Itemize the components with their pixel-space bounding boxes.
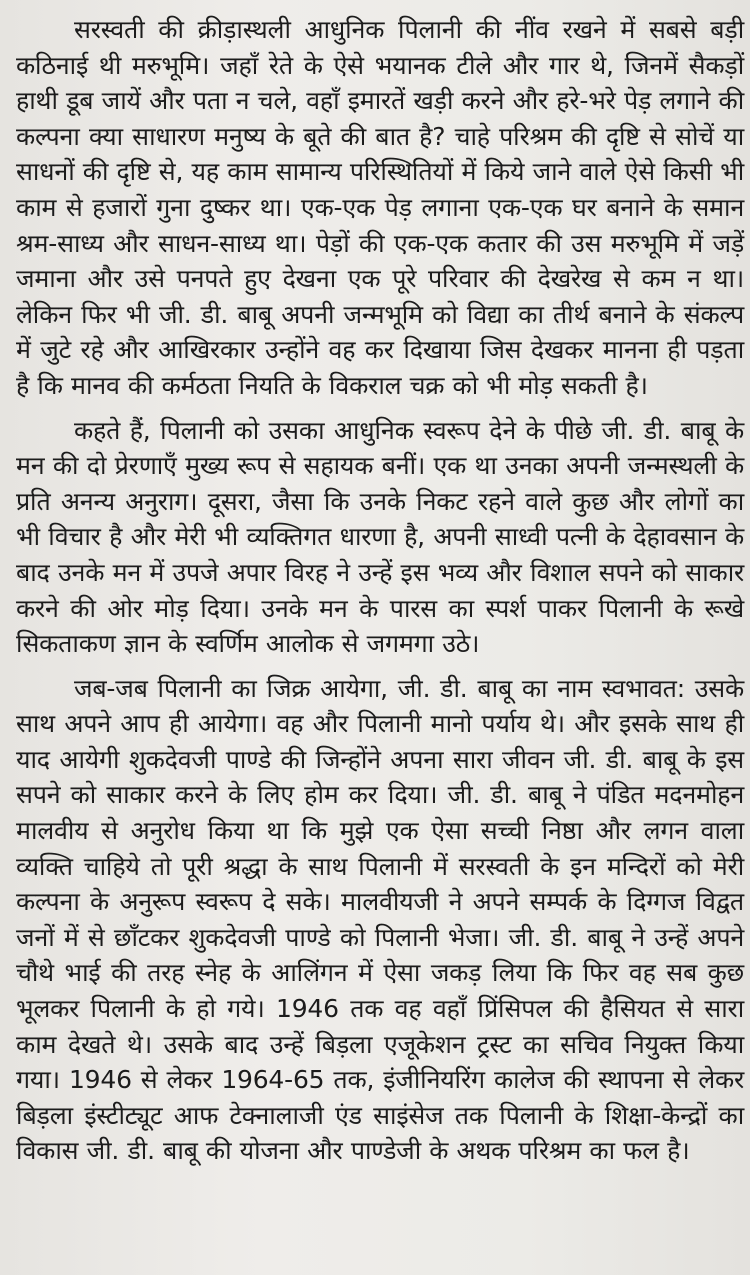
paragraph-2: कहते हैं, पिलानी को उसका आधुनिक स्वरूप देने के पीछे जी. डी. बाबू के मन की दो प्रेरणाएँ मुख्य रूप से सहायक बनीं। एक था उनका अपनी जन्मस्थली के प्रति अनन्य अनुराग। दूसरा, जैसा कि उनके निकट रहने वाले कुछ और लोगों का भी विचार है और मेरी भी व्यक्तिगत धारणा है, अपनी साध्वी पत्नी के देहावसान के बाद उनके मन में उपजे अपार विरह ने उन्हें इस भव्य और विशाल सपने को साकार करने की ओर मोड़ दिया। उनके मन के पारस का स्पर्श पाकर पिलानी के रूखे सिकताकण ज्ञान के स्वर्णिम आलोक से जगमगा उठे। [16,415,744,659]
paragraph-1: सरस्वती की क्रीड़ास्थली आधुनिक पिलानी की नींव रखने में सबसे बड़ी कठिनाई थी मरुभूमि। जहाँ रेते के ऐसे भयानक टीले और गार थे, जिनमें सैकड़ों हाथी डूब जायें और पता न चले, वहाँ इमारतें खड़ी करने और हरे-भरे पेड़ लगाने की कल्पना क्या साधारण मनुष्य के बूते की बात है? चाहे परिश्रम की दृष्टि से सोचें या साधनों की दृष्टि से, यह काम सामान्य परिस्थितियों में किये जाने वाले ऐसे किसी भी काम से हजारों गुना दुष्कर था। एक-एक पेड़ लगाना एक-एक घर बनाने के समान श्रम-साध्य और साधन-साध्य था। पेड़ों की एक-एक कतार की उस मरुभूमि में जड़ें जमाना और उसे पनपते हुए देखना एक पूरे परिवार की देखरेख से कम न था। लेकिन फिर भी जी. डी. बाबू अपनी जन्मभूमि को विद्या का तीर्थ बनाने के संकल्प में जुटे रहे और आखिरकार उन्होंने वह कर दिखाया जिस देखकर मानना ही पड़ता है कि मानव की कर्मठता नियति के विकराल चक्र को भी मोड़ सकती है। [16,15,744,400]
paragraph-3: जब-जब पिलानी का जिक्र आयेगा, जी. डी. बाबू का नाम स्वभावत: उसके साथ अपने आप ही आयेगा। वह और पिलानी मानो पर्याय थे। और इसके साथ ही याद आयेगी शुकदेवजी पाण्डे की जिन्होंने अपना सारा जीवन जी. डी. बाबू के इस सपने को साकार करने के लिए होम कर दिया। जी. डी. बाबू ने पंडित मदनमोहन मालवीय से अनुरोध किया था कि मुझे एक ऐसा सच्ची निष्ठा और लगन वाला व्यक्ति चाहिये तो पूरी श्रद्धा के साथ पिलानी में सरस्वती के इन मन्दिरों को मेरी कल्पना के अनुरूप स्वरूप दे सके। मालवीयजी ने अपने सम्पर्क के दिग्गज विद्वत जनों में से छाँटकर शुकदेवजी पाण्डे को पिलानी भेजा। जी. डी. बाबू ने उन्हें अपने चौथे भाई की तरह स्नेह के आलिंगन में ऐसा जकड़ लिया कि फिर वह सब कुछ भूलकर पिलानी के हो गये। 1946 तक वह वहाँ प्रिंसिपल की हैसियत से सारा काम देखते थे। उसके बाद उन्हें बिड़ला एजूकेशन ट्रस्ट का सचिव नियुक्त किया गया। 1946 से लेकर 1964-65 तक, इंजीनियरिंग कालेज की स्थापना से लेकर बिड़ला इंस्टीट्यूट आफ टेक्नालाजी एंड साइंसेज तक पिलानी के शिक्षा-केन्द्रों का विकास जी. डी. बाबू की योजना और पाण्डेजी के अथक परिश्रम का फल है। [16,673,744,1166]
